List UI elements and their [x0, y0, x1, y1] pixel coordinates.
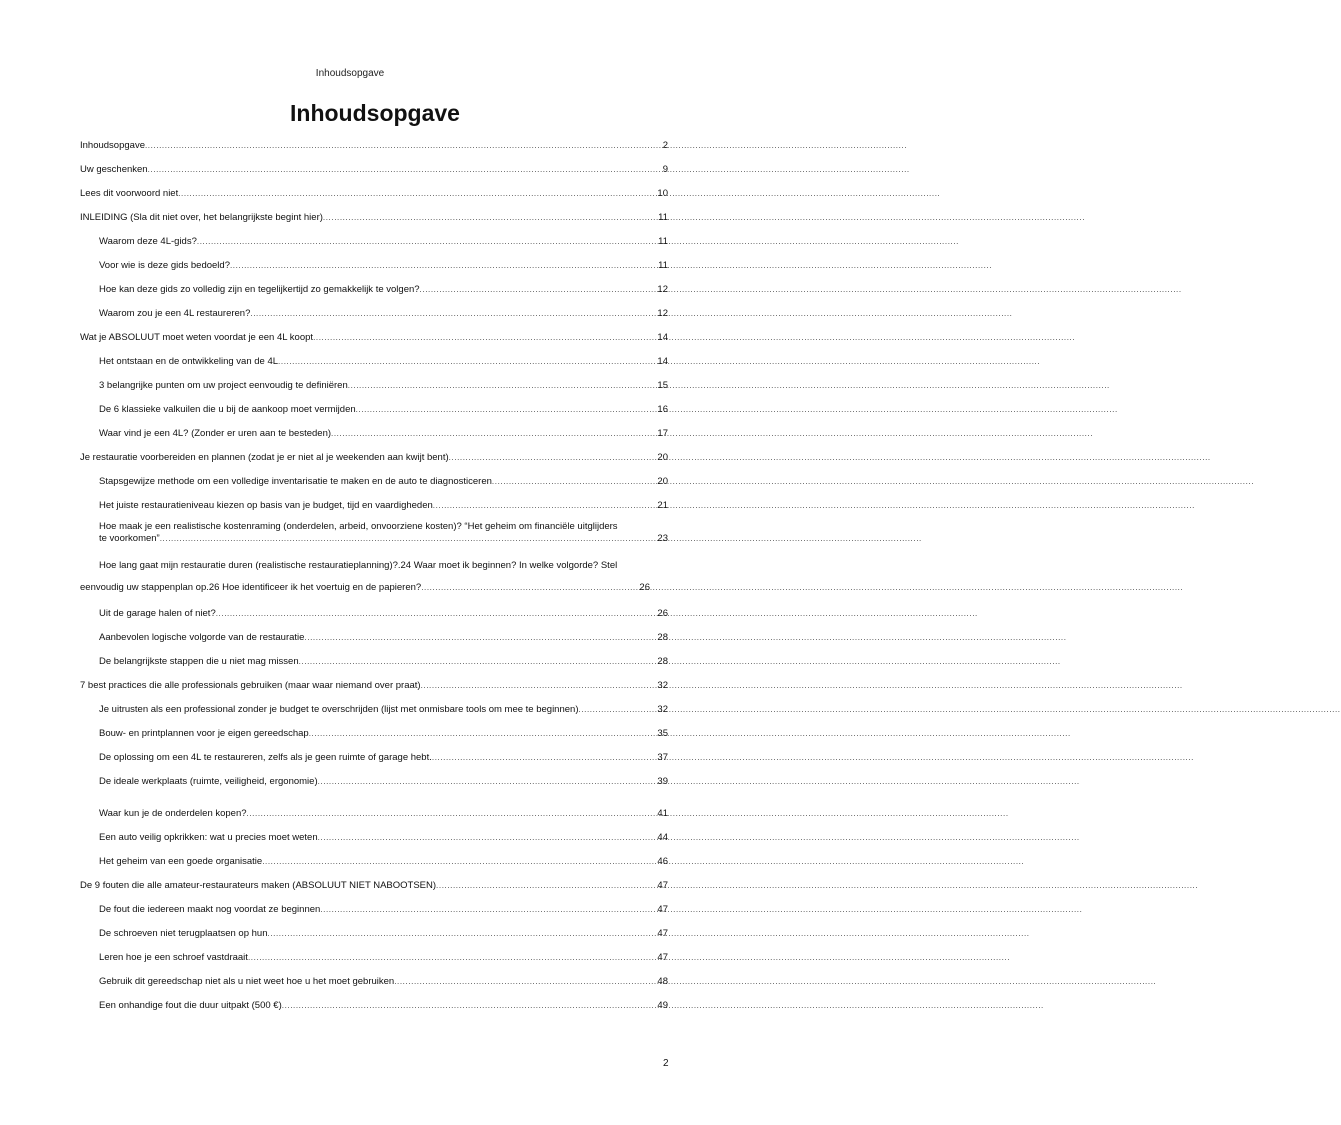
- toc-entry-title: Wat je ABSOLUUT moet weten voordat je een 4L koopt: [80, 332, 314, 343]
- toc-page-number: 14: [657, 356, 668, 367]
- toc-page-number: 20: [657, 476, 668, 487]
- toc-entry[interactable]: [80, 332, 668, 344]
- toc-entry-title: Leren hoe je een schroef vastdraait: [99, 952, 248, 963]
- toc-page-number: 49: [657, 1000, 668, 1011]
- toc-leader-dots: [230, 260, 657, 272]
- toc-leader-dots: [178, 188, 656, 200]
- toc-entry[interactable]: [99, 500, 668, 512]
- toc-leader-dots: [247, 808, 657, 820]
- toc-leader-dots: [250, 308, 656, 320]
- toc-page-number: 10: [657, 188, 668, 199]
- toc-leader-dots: [421, 680, 657, 692]
- toc-entry[interactable]: [99, 521, 668, 545]
- toc-leader-dots: [421, 582, 638, 594]
- toc-entry-title: Uit de garage halen of niet?: [99, 608, 216, 619]
- toc-leader-dots: [160, 533, 657, 545]
- toc-leader-dots: [420, 284, 657, 296]
- toc-entry-title: Hoe kan deze gids zo volledig zijn en tegelijkertijd zo gemakkelijk te volgen?: [99, 284, 420, 295]
- toc-entry[interactable]: [99, 776, 668, 788]
- toc-page-number: 11: [658, 236, 668, 247]
- toc-page-number: 9: [662, 164, 668, 175]
- toc-entry[interactable]: [80, 212, 668, 224]
- toc-leader-dots: [436, 880, 656, 892]
- toc-page-number: 47: [657, 928, 668, 939]
- running-header: Inhoudsopgave: [315, 68, 385, 79]
- toc-entry[interactable]: [80, 452, 668, 464]
- toc-entry-title: Het juiste restauratieniveau kiezen op basis van je budget, tijd en vaardigheden: [99, 500, 433, 511]
- toc-leader-dots: [318, 832, 657, 844]
- toc-page-number: 11: [658, 212, 668, 223]
- page-title: Inhoudsopgave: [290, 100, 460, 126]
- toc-page-number: 46: [657, 856, 668, 867]
- toc-entry-title: De 6 klassieke valkuilen die u bij de aankoop moet vermijden: [99, 404, 356, 415]
- toc-entry[interactable]: [99, 976, 668, 988]
- toc-page-number: 41: [657, 808, 668, 819]
- toc-leader-dots: [145, 140, 662, 152]
- toc-entry-title: Waar kun je de onderdelen kopen?: [99, 808, 247, 819]
- toc-leader-dots: [348, 380, 657, 392]
- toc-page-number: 12: [657, 308, 668, 319]
- toc-entry[interactable]: [99, 356, 668, 368]
- toc-leader-dots: [432, 752, 657, 764]
- toc-entry-title-continued: te voorkomen”: [99, 533, 160, 544]
- toc-page-number: 11: [658, 260, 668, 271]
- toc-entry-title: 3 belangrijke punten om uw project eenvoudig te definiëren: [99, 380, 348, 391]
- toc-entry[interactable]: [80, 164, 668, 176]
- toc-entry[interactable]: [99, 904, 668, 916]
- toc-leader-dots: [262, 856, 656, 868]
- toc-entry[interactable]: [99, 952, 668, 964]
- toc-entry[interactable]: [99, 476, 668, 488]
- toc-page-number: 47: [657, 904, 668, 915]
- toc-entry-title: De ideale werkplaats (ruimte, veiligheid, ergonomie): [99, 776, 318, 787]
- toc-entry-title: De fout die iedereen maakt nog voordat ze beginnen: [99, 904, 321, 915]
- toc-leader-dots: [267, 928, 656, 940]
- toc-entry-title: Hoe lang gaat mijn restauratie duren (realistische restauratieplanning)?.24 Waar moet ik beginnen? In welke volgorde? Stel: [99, 560, 618, 571]
- toc-entry[interactable]: [80, 680, 668, 692]
- toc-entry[interactable]: [80, 140, 668, 152]
- toc-leader-dots: [323, 212, 657, 224]
- toc-entry-title: Het geheim van een goede organisatie: [99, 856, 263, 867]
- toc-leader-dots: [320, 904, 656, 916]
- toc-leader-dots: [278, 356, 656, 368]
- toc-entry[interactable]: [99, 236, 668, 248]
- toc-page-number: 44: [657, 832, 668, 843]
- toc-leader-dots: [216, 608, 657, 620]
- toc-entry-title: Een onhandige fout die duur uitpakt (500 €): [99, 1000, 282, 1011]
- toc-page-number: 35: [657, 728, 668, 739]
- toc-page-number: 12: [657, 284, 668, 295]
- toc-entry-title: De 9 fouten die alle amateur-restaurateurs maken (ABSOLUUT NIET NABOOTSEN): [80, 880, 437, 891]
- toc-leader-dots: [309, 728, 657, 740]
- toc-entry-title: Bouw- en printplannen voor je eigen gereedschap: [99, 728, 309, 739]
- toc-entry[interactable]: [99, 632, 668, 644]
- toc-entry-title: Stapsgewijze methode om een volledige inventarisatie te maken en de auto te diagnosticeren: [99, 476, 492, 487]
- toc-entry[interactable]: [99, 1000, 668, 1012]
- toc-page-number: 37: [657, 752, 668, 763]
- toc-entry[interactable]: [99, 284, 668, 296]
- toc-entry[interactable]: [99, 832, 668, 844]
- toc-entry[interactable]: [99, 428, 668, 440]
- toc-entry[interactable]: [99, 404, 668, 416]
- toc-entry-title: INLEIDING (Sla dit niet over, het belangrijkste begint hier): [80, 212, 323, 223]
- toc-page-number: 26: [639, 582, 650, 593]
- toc-entry-title: Een auto veilig opkrikken: wat u precies moet weten: [99, 832, 318, 843]
- toc-entry-title-continued: eenvoudig uw stappenplan op.26 Hoe identificeer ik het voertuig en de papieren?: [80, 582, 422, 593]
- toc-entry-title: 7 best practices die alle professionals gebruiken (maar waar niemand over praat): [80, 680, 421, 691]
- toc-page-number: 28: [657, 656, 668, 667]
- toc-entry-title: Waarom deze 4L-gids?: [99, 236, 197, 247]
- toc-entry[interactable]: [99, 704, 668, 716]
- toc-leader-dots: [356, 404, 657, 416]
- toc-entry-title: Lees dit voorwoord niet: [80, 188, 179, 199]
- toc-leader-dots: [282, 1000, 657, 1012]
- toc-entry-title: De belangrijkste stappen die u niet mag missen: [99, 656, 299, 667]
- toc-leader-dots: [492, 476, 657, 488]
- toc-leader-dots: [433, 500, 657, 512]
- toc-leader-dots: [318, 776, 657, 788]
- toc-leader-dots: [148, 164, 662, 176]
- toc-page-number: 28: [657, 632, 668, 643]
- toc-entry[interactable]: [99, 808, 668, 820]
- toc-page-number: 32: [657, 704, 668, 715]
- toc-page-number: 16: [657, 404, 668, 415]
- toc-page-number: 39: [657, 776, 668, 787]
- toc-entry[interactable]: [99, 308, 668, 320]
- toc-page-number: 17: [657, 428, 668, 439]
- toc-leader-dots: [248, 952, 656, 964]
- toc-entry[interactable]: [99, 260, 668, 272]
- toc-entry-title: Uw geschenken: [80, 164, 148, 175]
- toc-entry[interactable]: [99, 608, 668, 620]
- toc-leader-dots: [394, 976, 656, 988]
- page-number: 2: [663, 1058, 669, 1069]
- toc-page-number: 32: [657, 680, 668, 691]
- toc-entry-title: Je uitrusten als een professional zonder je budget te overschrijden (lijst met onmisbare tools om mee te beginnen): [99, 704, 579, 715]
- toc-entry-title: Waarom zou je een 4L restaureren?: [99, 308, 251, 319]
- toc-page-number: 23: [657, 533, 668, 544]
- toc-leader-dots: [578, 704, 656, 716]
- toc-entry[interactable]: [99, 856, 668, 868]
- toc-leader-dots: [197, 236, 657, 248]
- toc-entry[interactable]: [80, 188, 668, 200]
- toc-page-number: 2: [662, 140, 668, 151]
- toc-entry[interactable]: [80, 560, 668, 594]
- toc-leader-dots: [299, 656, 657, 668]
- toc-page-number: 21: [657, 500, 668, 511]
- toc-entry[interactable]: [99, 928, 668, 940]
- toc-entry[interactable]: [99, 380, 668, 392]
- toc-entry[interactable]: [99, 728, 668, 740]
- toc-entry[interactable]: [99, 752, 668, 764]
- toc-entry-title: Waar vind je een 4L? (Zonder er uren aan te besteden): [99, 428, 332, 439]
- toc-entry[interactable]: [80, 880, 668, 892]
- toc-entry-title: Voor wie is deze gids bedoeld?: [99, 260, 230, 271]
- toc-page-number: 14: [657, 332, 668, 343]
- toc-leader-dots: [449, 452, 657, 464]
- toc-leader-dots: [313, 332, 656, 344]
- toc-leader-dots: [304, 632, 656, 644]
- toc-entry-title: Inhoudsopgave: [80, 140, 145, 151]
- toc-page-number: 20: [657, 452, 668, 463]
- toc-page-number: 26: [657, 608, 668, 619]
- toc-entry-title: De schroeven niet terugplaatsen op hun: [99, 928, 268, 939]
- toc-page-number: 15: [657, 380, 668, 391]
- toc-entry-title: Hoe maak je een realistische kostenraming (onderdelen, arbeid, onvoorziene kosten)? “Het geheim om financiële uitglijders: [99, 521, 618, 532]
- toc-entry-title: Aanbevolen logische volgorde van de restauratie: [99, 632, 305, 643]
- toc-page-number: 47: [657, 952, 668, 963]
- toc-page-number: 48: [657, 976, 668, 987]
- toc-entry-title: Je restauratie voorbereiden en plannen (zodat je er niet al je weekenden aan kwijt bent): [80, 452, 449, 463]
- toc-entry-title: Gebruik dit gereedschap niet als u niet weet hoe u het moet gebruiken: [99, 976, 395, 987]
- toc-entry-title: Het ontstaan en de ontwikkeling van de 4L: [99, 356, 279, 367]
- toc-leader-dots: [331, 428, 656, 440]
- toc-entry[interactable]: [99, 656, 668, 668]
- toc-entry-title: De oplossing om een 4L te restaureren, zelfs als je geen ruimte of garage hebt.: [99, 752, 432, 763]
- toc-page-number: 47: [657, 880, 668, 891]
